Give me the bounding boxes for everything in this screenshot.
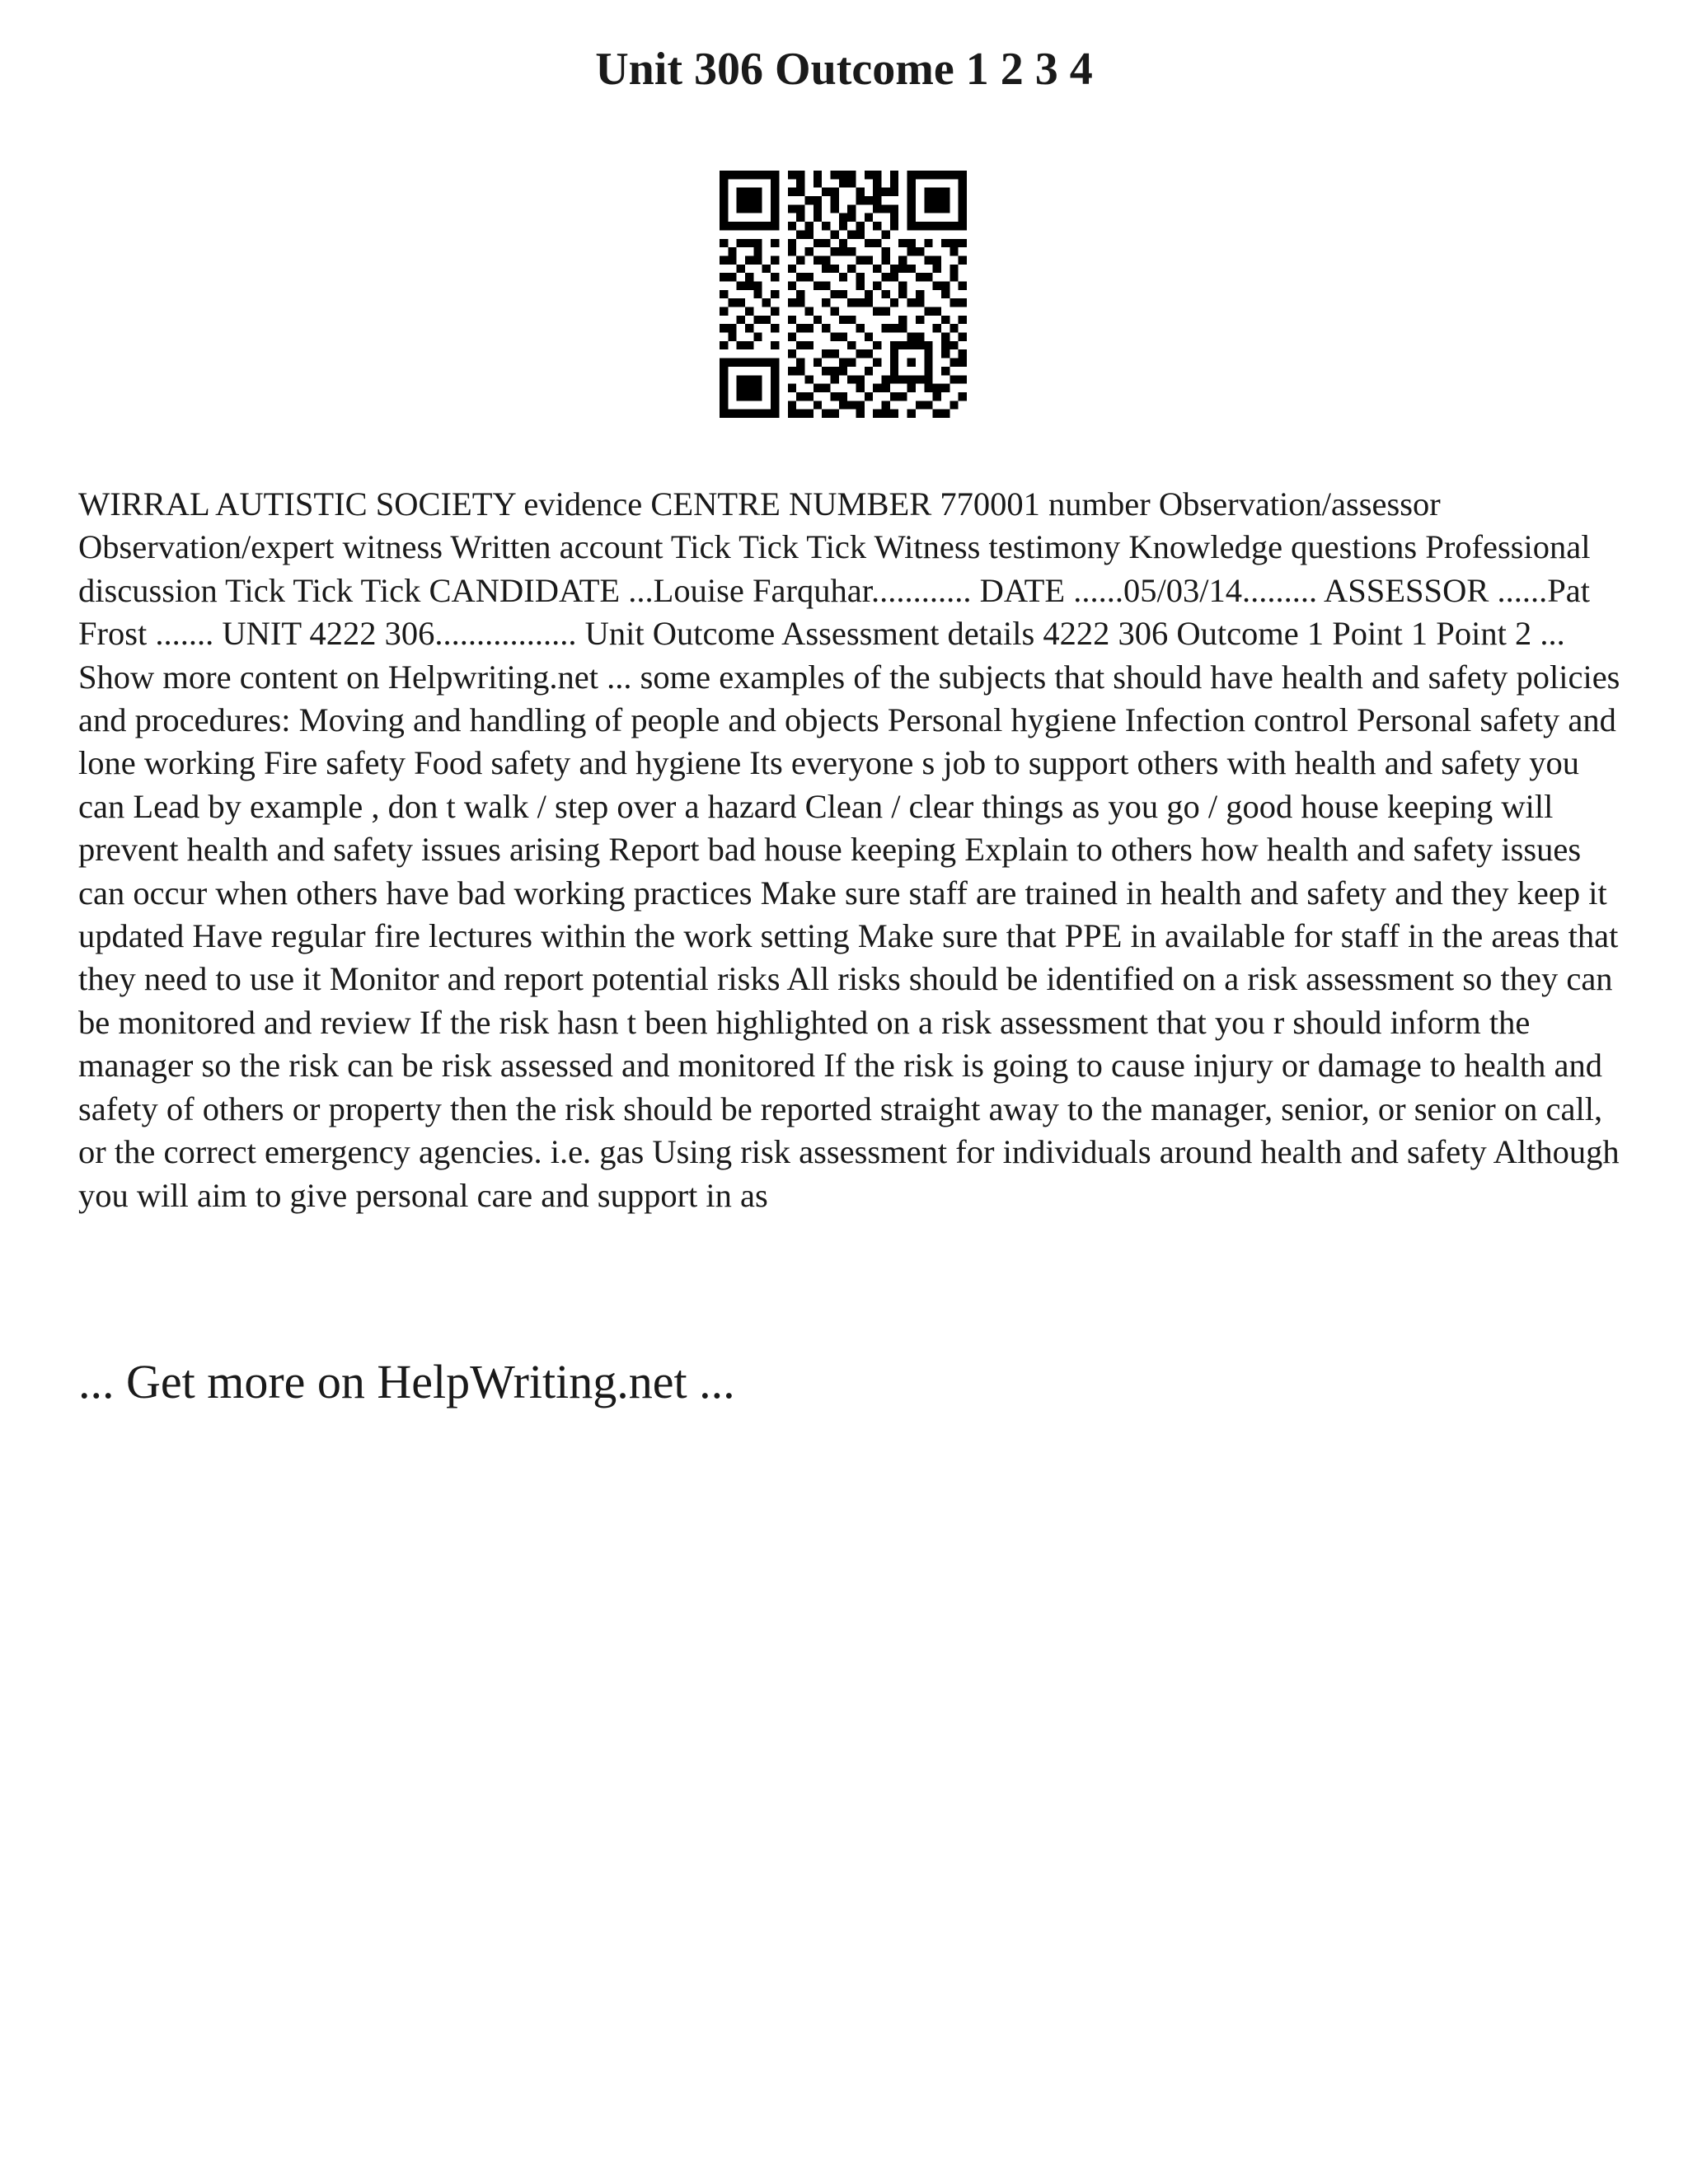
get-more-link[interactable]: ... Get more on HelpWriting.net ... — [78, 1355, 735, 1408]
page-title: Unit 306 Outcome 1 2 3 4 — [595, 44, 1093, 95]
qr-code-icon — [720, 171, 967, 418]
document-body-text: WIRRAL AUTISTIC SOCIETY evidence CENTRE NUMBER 770001 number Observation/assessor Observation/expert witness Written account Tick Tick Tick Witness testimony Knowledge questions Professional discussion Tick Tick Tick CANDIDATE ...Louise Farquhar............ DATE ......05/03/14......... ASSESSOR ......Pat Frost ....... UNIT 4222 306................. Unit Outcome Assessment details 4222 306 Outcome 1 Point 1 Point 2 ... Show more content on Helpwriting.net ... some examples of the subjects that should have health and safety policies and procedures: Moving and handling of people and objects Personal hygiene Infection control Personal safety and lone working Fire safety Food safety and hygiene Its everyone s job to support others with health and safety you can Lead by example , don t walk / step over a hazard Clean / clear things as you go / good house keeping will prevent health and safety issues arising Report bad house keeping Explain to others how health and safety issues can occur when others have bad working practices Make sure staff are trained in health and safety and they keep it updated Have regular fire lectures within the work setting Make sure that PPE in available for staff in the areas that they need to use it Monitor and report potential risks All risks should be identified on a risk assessment so they can be monitored and review If the risk hasn t been highlighted on a risk assessment that you r should inform the manager so the risk can be risk assessed and monitored If the risk is going to cause injury or damage to health and safety of others or property then the risk should be reported straight away to the manager, senior, or senior on call, or the correct emergency agencies. i.e. gas Using risk assessment for individuals around health and safety Although you will aim to give personal care and support in as — [78, 485, 1620, 1214]
qr-code-graphic — [720, 171, 967, 418]
